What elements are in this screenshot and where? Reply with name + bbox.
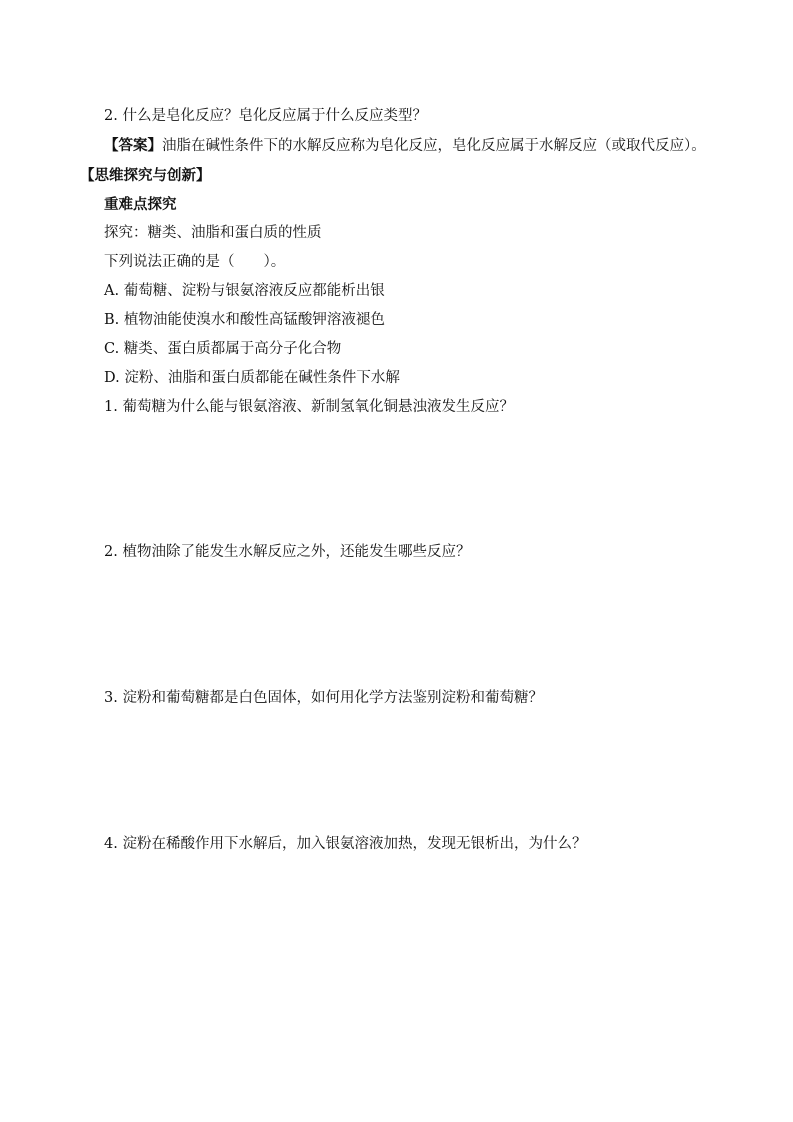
previous-question-2: 2. 什么是皂化反应？皂化反应属于什么反应类型？: [104, 108, 427, 124]
section-subtitle: 重难点探究: [104, 196, 177, 213]
answer-text: 油脂在碱性条件下的水解反应称为皂化反应，皂化反应属于水解反应（或取代反应）。: [162, 138, 706, 154]
section-title: 【思维探究与创新】: [80, 167, 211, 184]
answer-space-3: [80, 713, 725, 830]
question-stem: 下列说法正确的是（ ）。: [104, 254, 286, 270]
explore-heading: 探究：糖类、油脂和蛋白质的性质: [104, 225, 322, 241]
discussion-question-2: 2. 植物油除了能发生水解反应之外，还能发生哪些反应？: [104, 544, 471, 560]
document-content: [80, 102, 725, 859]
previous-answer: [80, 131, 725, 161]
answer-tag: 【答案】: [104, 137, 162, 154]
answer-space-2: [80, 567, 725, 684]
discussion-question-4: 4. 淀粉在稀酸作用下水解后，加入银氨溶液加热，发现无银析出，为什么？: [104, 836, 587, 852]
answer-space-1: [80, 422, 725, 538]
option-d: D. 淀粉、油脂和蛋白质都能在碱性条件下水解: [104, 370, 400, 386]
option-c: C. 糖类、蛋白质都属于高分子化合物: [104, 341, 342, 357]
option-a: A. 葡萄糖、淀粉与银氨溶液反应都能析出银: [104, 283, 385, 299]
discussion-question-3: 3. 淀粉和葡萄糖都是白色固体，如何用化学方法鉴别淀粉和葡萄糖？: [104, 690, 543, 706]
option-b: B. 植物油能使溴水和酸性高锰酸钾溶液褪色: [104, 312, 385, 328]
discussion-question-1: 1. 葡萄糖为什么能与银氨溶液、新制氢氧化铜悬浊液发生反应？: [104, 399, 514, 415]
